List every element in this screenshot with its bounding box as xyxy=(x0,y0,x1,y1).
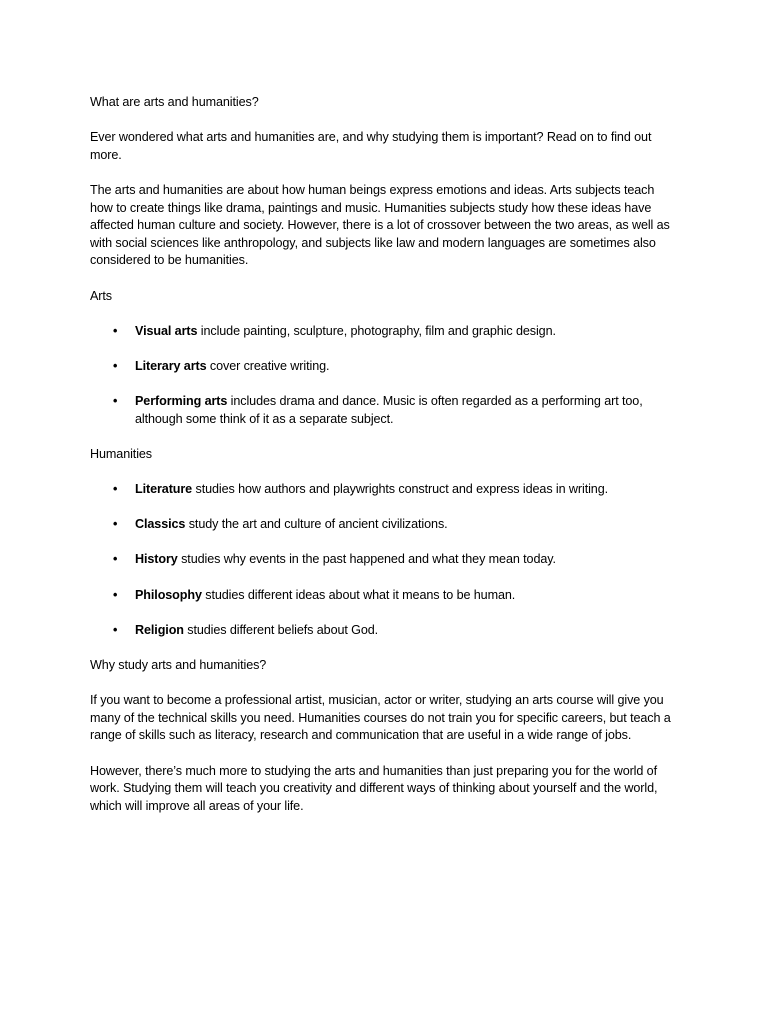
overview-paragraph: The arts and humanities are about how human beings express emotions and ideas. Arts subjects teach how to create things like drama, paintings and music. Humanities subjects study how these ideas have affected human culture and society. However, there is a lot of crossover between the two areas, as well as with social sciences like anthropology, and subjects like law and modern languages are sometimes also considered to be humanities. xyxy=(90,182,670,268)
intro-paragraph: Ever wondered what arts and humanities are, and why studying them is important? Read on to find out more. xyxy=(90,130,652,162)
why-study-heading: Why study arts and humanities? xyxy=(90,658,267,672)
bullet-icon: • xyxy=(113,587,118,602)
list-item-text: study the art and culture of ancient civilizations. xyxy=(185,517,448,532)
list-item-term: Performing arts xyxy=(135,394,228,409)
list-item-term: Literary arts xyxy=(135,358,207,373)
list-item-history xyxy=(90,551,680,569)
list-item-term: History xyxy=(135,552,178,567)
list-item-term: Literature xyxy=(135,482,193,497)
list-item-term: Visual arts xyxy=(135,323,198,338)
list-item-literary-arts xyxy=(90,358,680,376)
list-item-text: studies why events in the past happened and what they mean today. xyxy=(177,552,556,567)
document-body xyxy=(90,94,680,833)
humanities-list xyxy=(90,481,680,639)
arts-heading: Arts xyxy=(90,288,112,303)
list-item-religion xyxy=(90,622,680,640)
list-item-classics xyxy=(90,516,680,534)
list-item-text: cover creative writing. xyxy=(206,358,330,373)
bullet-icon: • xyxy=(113,622,118,637)
list-item-text: includes drama and dance. Music is often regarded as a performing art too, although some think of it as a separate subject. xyxy=(135,394,643,426)
page-title: What are arts and humanities? xyxy=(90,95,259,109)
list-item-term: Religion xyxy=(135,622,184,637)
list-item-performing-arts xyxy=(90,393,680,428)
why-study-paragraph-2: However, there’s much more to studying the arts and humanities than just preparing you for the world of work. Studying them will teach you creativity and different ways of thinking about yourself and the world, which will improve all areas of your life. xyxy=(90,763,658,813)
list-item-text: studies how authors and playwrights construct and express ideas in writing. xyxy=(192,482,609,497)
list-item-visual-arts xyxy=(90,323,680,341)
list-item-term: Classics xyxy=(135,517,186,532)
bullet-icon: • xyxy=(113,323,118,338)
humanities-heading: Humanities xyxy=(90,446,152,461)
list-item-text: studies different beliefs about God. xyxy=(183,622,379,637)
arts-list xyxy=(90,323,680,429)
why-study-paragraph-1: If you want to become a professional artist, musician, actor or writer, studying an arts course will give you many of the technical skills you need. Humanities courses do not train you for specific careers, but teach a range of skills such as literacy, research and communication that are useful in a wide range of jobs. xyxy=(90,693,671,743)
list-item-term: Philosophy xyxy=(135,587,202,602)
list-item-text: studies different ideas about what it means to be human. xyxy=(201,587,516,602)
list-item-text: include painting, sculpture, photography, film and graphic design. xyxy=(197,323,556,338)
bullet-icon: • xyxy=(113,358,118,373)
bullet-icon: • xyxy=(113,517,118,532)
bullet-icon: • xyxy=(113,482,118,497)
bullet-icon: • xyxy=(113,394,118,409)
list-item-literature xyxy=(90,481,680,499)
list-item-philosophy xyxy=(90,587,680,605)
bullet-icon: • xyxy=(113,552,118,567)
